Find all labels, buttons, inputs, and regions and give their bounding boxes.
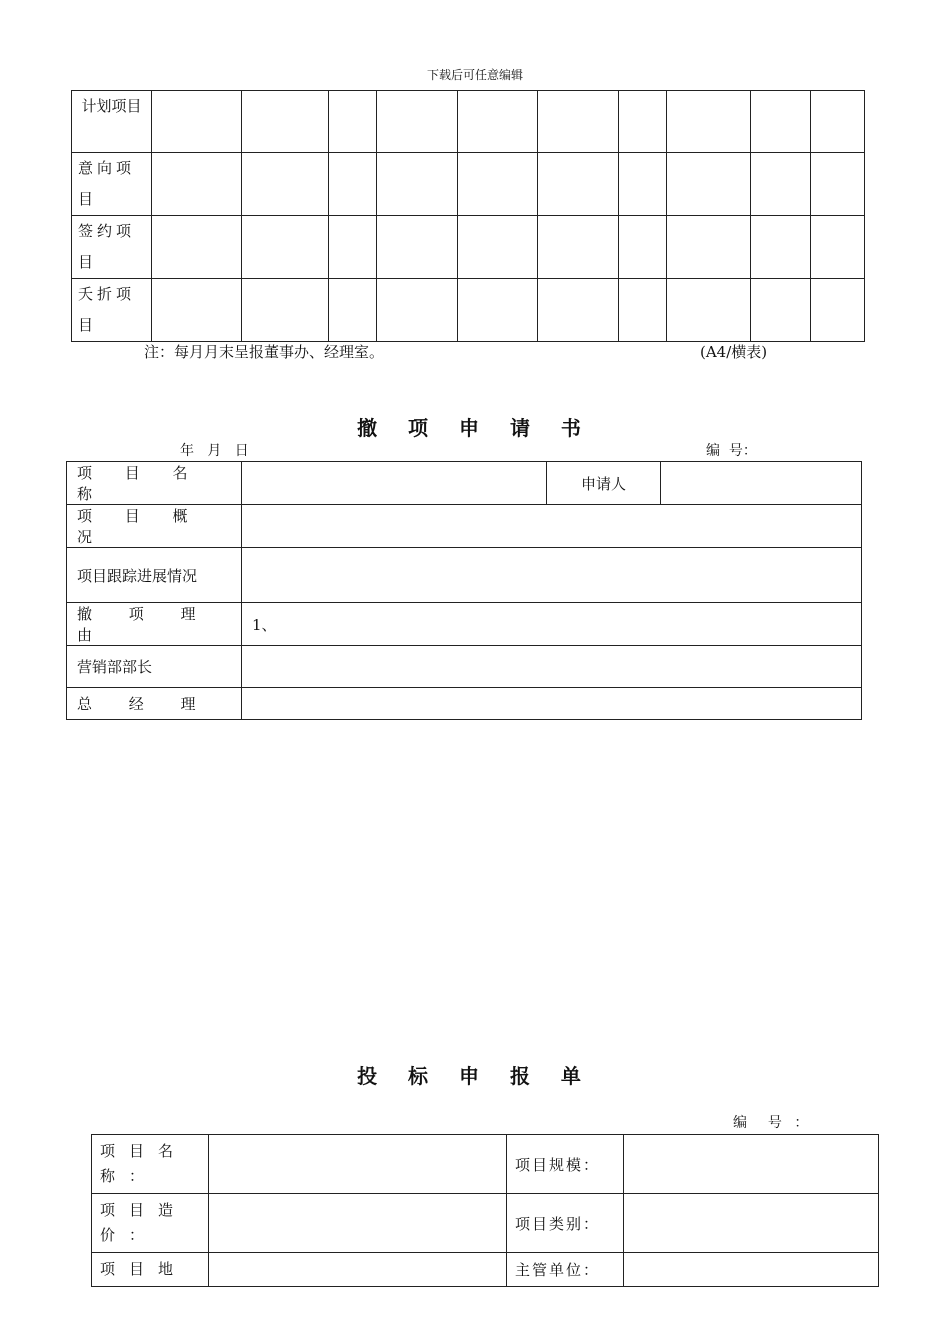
applicant-field[interactable] xyxy=(661,462,862,505)
bid-project-name-label: 项目名称： xyxy=(92,1135,209,1194)
marketing-head-field[interactable] xyxy=(242,646,862,688)
supervising-unit-label: 主管单位： xyxy=(507,1253,624,1287)
row-label-signed: 签约项目 xyxy=(72,216,152,279)
project-cost-field[interactable] xyxy=(209,1194,507,1253)
page-header: 下载后可任意编辑 xyxy=(426,68,523,82)
bid-number-label: 编 号 ： xyxy=(733,1115,813,1131)
number-label: 编 号： xyxy=(706,443,757,459)
tracking-progress-label: 项目跟踪进展情况 xyxy=(67,548,242,603)
project-overview-label: 项 目 概 况 xyxy=(67,505,242,548)
project-scale-label: 项目规模： xyxy=(507,1135,624,1194)
table-row xyxy=(72,216,865,279)
applicant-label: 申请人 xyxy=(547,462,661,505)
project-location-field[interactable] xyxy=(209,1253,507,1287)
table-note: 注：每月月末呈报董事办、经理室。 xyxy=(144,343,385,361)
marketing-head-label: 营销部部长 xyxy=(67,646,242,688)
paper-size-note: (A4/横表) xyxy=(700,343,768,361)
project-name-label: 项 目 名 称 xyxy=(67,462,242,505)
project-status-table xyxy=(71,90,865,342)
withdrawal-reason-label: 撤 项 理 由 xyxy=(67,603,242,646)
table-row xyxy=(72,91,865,153)
project-cost-label: 项目造价： xyxy=(92,1194,209,1253)
withdrawal-reason-field[interactable]: 1、 xyxy=(242,603,862,646)
withdrawal-form-table xyxy=(66,461,862,720)
table-row xyxy=(72,279,865,342)
row-label-aborted: 夭折项目 xyxy=(72,279,152,342)
general-manager-label: 总 经 理 xyxy=(67,688,242,720)
tracking-progress-field[interactable] xyxy=(242,548,862,603)
bid-project-name-field[interactable] xyxy=(209,1135,507,1194)
table-row xyxy=(72,153,865,216)
project-scale-field[interactable] xyxy=(624,1135,879,1194)
project-category-label: 项目类别： xyxy=(507,1194,624,1253)
bid-form-title: 投 标 申 报 单 xyxy=(357,1064,593,1088)
row-label-planned: 计划项目 xyxy=(72,91,152,153)
supervising-unit-field[interactable] xyxy=(624,1253,879,1287)
withdrawal-form-title: 撤 项 申 请 书 xyxy=(357,416,593,440)
bid-form-table xyxy=(91,1134,879,1287)
project-category-field[interactable] xyxy=(624,1194,879,1253)
project-overview-field[interactable] xyxy=(242,505,862,548)
row-label-intended: 意向项目 xyxy=(72,153,152,216)
general-manager-field[interactable] xyxy=(242,688,862,720)
project-location-label: 项目地 xyxy=(92,1253,209,1287)
date-label: 年 月 日 xyxy=(180,443,249,459)
project-name-field[interactable] xyxy=(242,462,547,505)
